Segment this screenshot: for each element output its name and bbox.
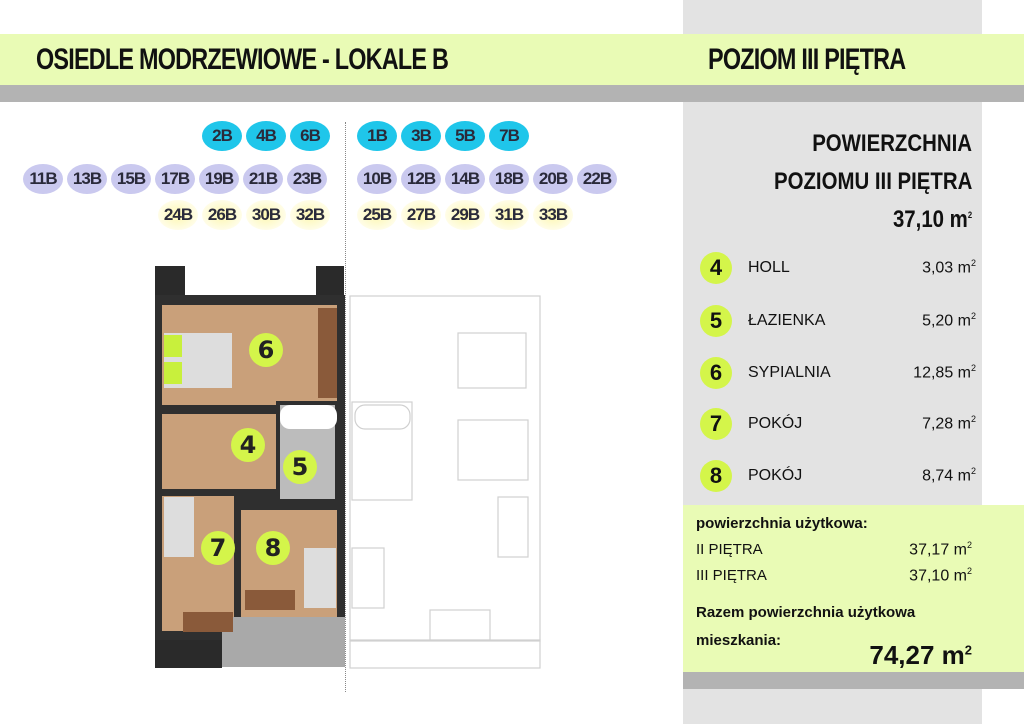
unit-badge: 20B	[531, 164, 575, 194]
unit-badge: 14B	[443, 164, 487, 194]
page-title: OSIEDLE MODRZEWIOWE - LOKALE B	[36, 43, 449, 76]
plan-room-number: 8	[256, 531, 290, 565]
total-label: Razem powierzchnia użytkowa	[696, 604, 916, 621]
unit-badge: 11B	[21, 164, 65, 194]
unit-badge: 21B	[241, 164, 285, 194]
unit-badge: 27B	[399, 200, 443, 230]
unit-badge: 15B	[109, 164, 153, 194]
unit-badge: 24B	[156, 200, 200, 230]
room-row: 6 SYPIALNIA 12,85 $m^2$	[700, 355, 980, 391]
unit-badge: 18B	[487, 164, 531, 194]
summary-heading: powierzchnia użytkowa:	[696, 515, 868, 532]
unit-badge: 25B	[355, 200, 399, 230]
unit-badge: 10B	[355, 164, 399, 194]
balcony	[222, 617, 345, 667]
desk	[245, 590, 295, 610]
wardrobe	[318, 308, 337, 398]
bed	[304, 548, 336, 608]
unit-badge: 3B	[399, 121, 443, 151]
unit-badge: 5B	[443, 121, 487, 151]
floor-name: III PIĘTRA	[696, 567, 767, 584]
desk	[183, 612, 233, 632]
total-area: 74,27 $m^2$	[869, 640, 972, 670]
unit-badge: 4B	[244, 121, 288, 151]
room-row: 7 POKÓJ 7,28 $m^2$	[700, 406, 980, 442]
unit-badge: 31B	[487, 200, 531, 230]
unit-badge: 32B	[288, 200, 332, 230]
room-row: 8 POKÓJ 8,74 $m^2$	[700, 458, 980, 494]
unit-badge: 22B	[575, 164, 619, 194]
bed	[164, 497, 194, 557]
unit-badge: 29B	[443, 200, 487, 230]
room-row: 5 ŁAZIENKA 5,20 $m^2$	[700, 303, 980, 339]
unit-badge: 33B	[531, 200, 575, 230]
plan-room-number: 4	[231, 428, 265, 462]
unit-badge: 30B	[244, 200, 288, 230]
unit-badge: 19B	[197, 164, 241, 194]
unit-badge: 17B	[153, 164, 197, 194]
level-title: POZIOM III PIĘTRA	[708, 43, 906, 76]
plan-room-number: 7	[201, 531, 235, 565]
unit-badge: 6B	[288, 121, 332, 151]
total-label: mieszkania:	[696, 632, 782, 649]
bathtub	[280, 405, 337, 429]
floor-name: II PIĘTRA	[696, 541, 763, 558]
summary-divider	[683, 672, 1024, 689]
unit-badge: 1B	[355, 121, 399, 151]
unit-badge: 2B	[200, 121, 244, 151]
floor-area: 37,10 $m^2$	[909, 566, 972, 585]
floor-area: 37,17 $m^2$	[909, 540, 972, 559]
plan-room-number: 6	[249, 333, 283, 367]
unit-badge: 13B	[65, 164, 109, 194]
unit-badge: 23B	[285, 164, 329, 194]
neighbor-plan-outline	[350, 296, 540, 668]
area-heading-line1: POWIERZCHNIA	[812, 130, 972, 157]
unit-badge: 12B	[399, 164, 443, 194]
unit-badge: 26B	[200, 200, 244, 230]
area-heading-line2: POZIOMU III PIĘTRA	[773, 168, 972, 195]
unit-badge: 7B	[487, 121, 531, 151]
area-total: 37,10 $m^2$	[892, 206, 972, 233]
plan-room-number: 5	[283, 450, 317, 484]
room-row: 4 HOLL 3,03 $m^2$	[700, 250, 980, 286]
